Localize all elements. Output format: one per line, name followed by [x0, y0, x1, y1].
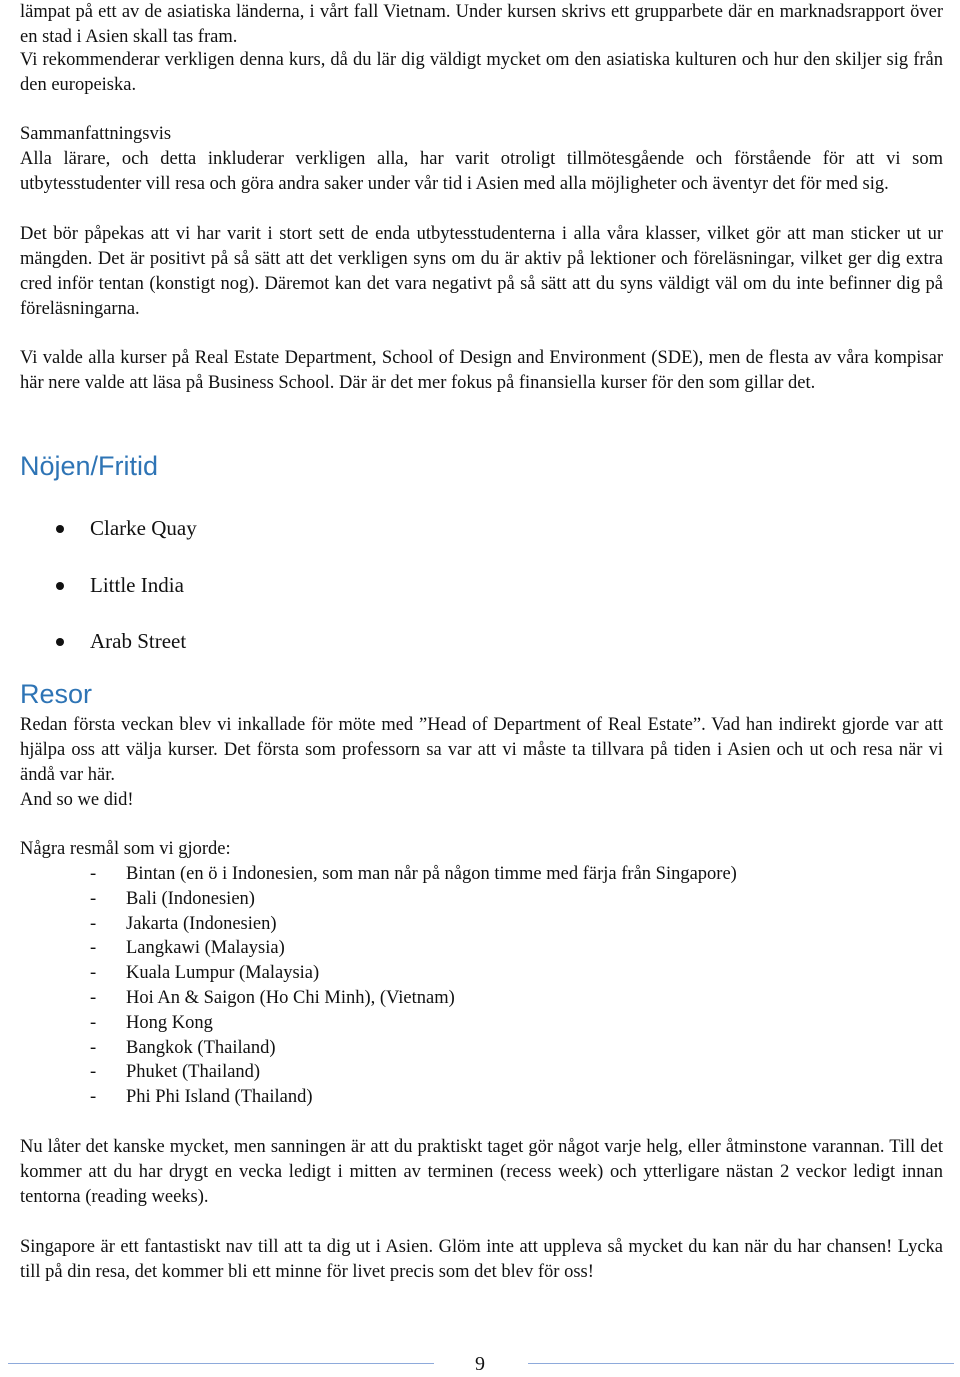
- bullet-icon: [56, 525, 64, 533]
- list-item-label: Arab Street: [90, 629, 187, 653]
- list-item-label: Kuala Lumpur (Malaysia): [126, 963, 320, 984]
- list-item: [0, 961, 900, 986]
- dash-marker: -: [90, 913, 97, 934]
- bullet-icon: [56, 638, 64, 646]
- list-item: [0, 936, 900, 961]
- paragraph-head-of-department: Redan första veckan blev vi inkallade för möte med ”Head of Department of Real Estate”. Vad han indirekt gjorde var att hjälpa oss att välja kurser. Det första som professorn sa var att vi måste ta tillvara på tiden i Asien och ut och resa när vi ändå var här.: [20, 715, 943, 785]
- list-item: [0, 569, 600, 626]
- list-item-label: Clarke Quay: [90, 516, 197, 540]
- list-item-label: Langkawi (Malaysia): [126, 938, 285, 959]
- list-item: [0, 986, 900, 1011]
- list-item-label: Phuket (Thailand): [126, 1062, 261, 1083]
- paragraph-course-choice: Vi valde alla kurser på Real Estate Department, School of Design and Environment (SDE), men de flesta av våra kompisar här nere valde att läsa på Business School. Där är det mer fokus på finansiella kurser för den som gillar det.: [20, 348, 943, 393]
- paragraph-recommendation: Vi rekommenderar verkligen denna kurs, då du lär dig väldigt mycket om den asiatiska kulturen och hur den skiljer sig från den europeiska.: [20, 50, 943, 95]
- list-item-label: Phi Phi Island (Thailand): [126, 1087, 313, 1108]
- list-item: [0, 862, 900, 887]
- paragraph-course-intro: lämpat på ett av de asiatiska länderna, i vårt fall Vietnam. Under kursen skrivs ett grupparbete där en marknadsrapport över en stad i Asien skall tas fram.: [20, 2, 943, 47]
- list-item: [0, 1085, 900, 1110]
- dash-marker: -: [90, 987, 97, 1008]
- page-number: 9: [475, 1353, 485, 1375]
- list-item: [0, 512, 600, 569]
- list-item: [0, 1011, 900, 1036]
- dash-marker: -: [90, 888, 97, 909]
- list-item: [0, 1036, 900, 1061]
- paragraph-and-so-we-did: And so we did!: [20, 790, 134, 810]
- list-item-label: Bangkok (Thailand): [126, 1037, 276, 1058]
- list-item: [0, 912, 900, 937]
- paragraph-closing: Singapore är ett fantastiskt nav till att ta dig ut i Asien. Glöm inte att uppleva så mycket du kan när du har chansen! Lycka till på din resa, det kommer bli ett minne för livet precis som det blev för oss!: [20, 1237, 943, 1282]
- dash-marker: -: [90, 938, 97, 959]
- list-item: [0, 887, 900, 912]
- paragraph-travel-frequency: Nu låter det kanske mycket, men sanningen är att du praktiskt taget gör något varje helg, eller åtminstone varannan. Till det kommer att du har drygt en vecka ledigt i mitten av terminen (recess week) och ytterligare nästan 2 veckor ledigt innan tentorna (reading weeks).: [20, 1137, 943, 1207]
- section-heading-travel: Resor: [20, 679, 93, 709]
- paragraph-teachers: Alla lärare, och detta inkluderar verkligen alla, har varit otroligt tillmötesgående och förstående för att vi som utbytesstudenter vill resa och göra andra saker under vår tid i Asien med alla möjligheter och äventyr det för med sig.: [20, 149, 943, 194]
- destinations-list: [0, 862, 900, 1110]
- dash-marker: -: [90, 963, 97, 984]
- list-item: [0, 625, 600, 682]
- list-item-label: Hoi An & Saigon (Ho Chi Minh), (Vietnam): [126, 987, 455, 1008]
- dash-marker: -: [90, 1062, 97, 1083]
- dash-marker: -: [90, 1037, 97, 1058]
- list-item-label: Bintan (en ö i Indonesien, som man når på någon timme med färja från Singapore): [126, 864, 737, 884]
- leisure-list: [0, 512, 600, 682]
- list-item-label: Little India: [90, 572, 184, 597]
- bullet-icon: [56, 582, 64, 590]
- list-item-label: Bali (Indonesien): [126, 888, 255, 909]
- destinations-intro: Några resmål som vi gjorde:: [20, 839, 231, 859]
- paragraph-exchange-students: Det bör påpekas att vi har varit i stort sett de enda utbytesstudenterna i alla våra klasser, vilket gör att man sticker ut ur mängden. Det är positivt på så sätt att det verkligen syns om du är aktiv på lektioner och föreläsningar, vilket ger dig extra cred inför tentan (konstigt nog). Däremot kan det vara negativt på så sätt att du syns väldigt väl om du inte befinner dig på föreläsningarna.: [20, 224, 943, 319]
- dash-marker: -: [90, 1087, 97, 1108]
- dash-marker: -: [90, 864, 97, 884]
- summary-heading: Sammanfattningsvis: [20, 124, 172, 144]
- dash-marker: -: [90, 1012, 97, 1033]
- list-item: [0, 1060, 900, 1085]
- list-item-label: Jakarta (Indonesien): [126, 913, 277, 934]
- section-heading-leisure: Nöjen/Fritid: [20, 451, 159, 481]
- list-item-label: Hong Kong: [126, 1012, 213, 1033]
